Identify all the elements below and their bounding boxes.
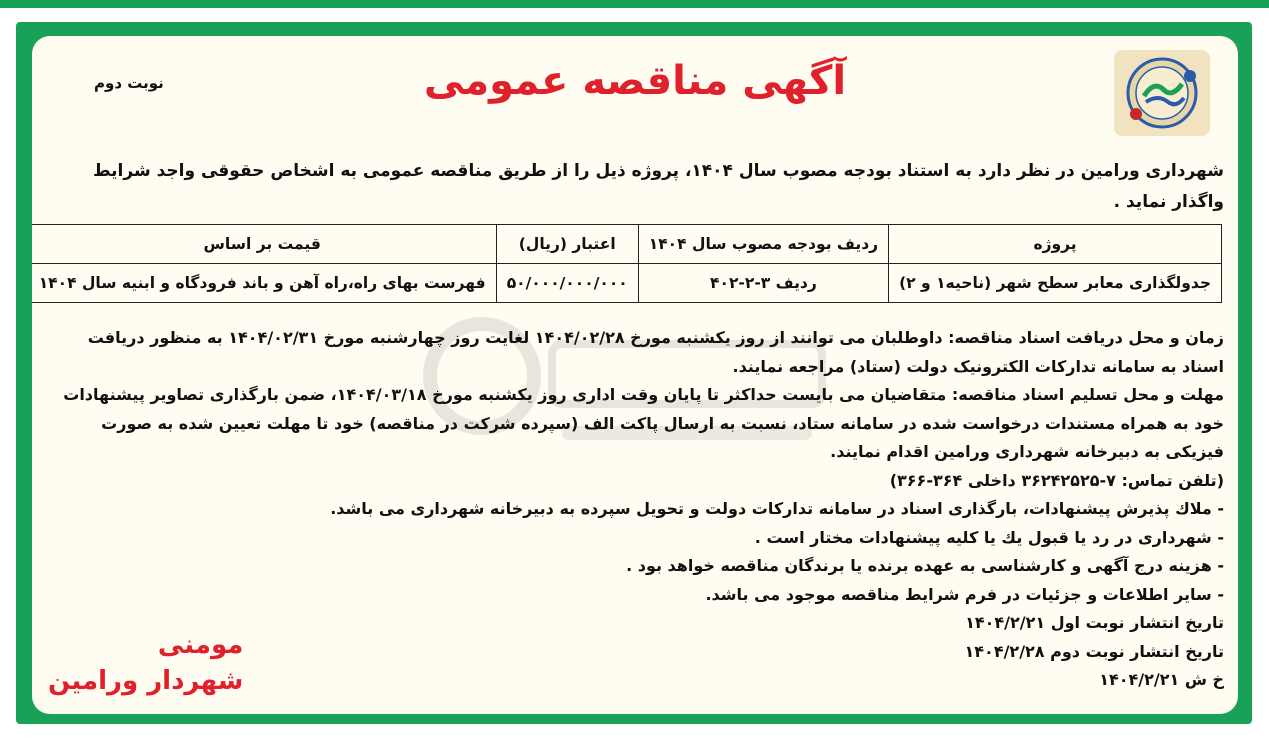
intro-paragraph [68, 156, 1224, 218]
body-line: - شهرداری در رد یا قبول یك یا کلیه پیشنهادات مختار است . [754, 527, 1224, 547]
header-price-basis: قیمت بر اساس [32, 225, 496, 264]
signatory-name: مومنی [157, 630, 244, 660]
cell-project: جدولگذاری معابر سطح شهر (ناحیه۱ و ۲) [889, 264, 1222, 303]
phone-line: (تلفن تماس: ۷-۳۶۲۴۲۵۲۵ داخلی ۳۶۴-۳۶۶) [889, 470, 1224, 490]
body-line: خود به همراه مستندات درخواست شده در سامانه ستاد، نسبت به ارسال پاکت الف (سپرده شرکت در مناقصه) خود تا مهلت تعیین شده به صورت [101, 413, 1224, 433]
header-project: پروژه [889, 225, 1222, 264]
round-label: نوبت دوم [94, 74, 164, 92]
cell-price-basis: فهرست بهای راه،راه آهن و باند فرودگاه و ابنیه سال ۱۴۰۴ [32, 264, 496, 303]
tender-table [32, 224, 1222, 303]
body-line: - ملاك پذیرش پیشنهادات، بارگذاری اسناد در سامانه تدارکات دولت و تحویل سپرده به دبیرخانه شهرداری می باشد. [330, 499, 1224, 518]
body-line: مهلت و محل تسلیم اسناد مناقصه: متقاضیان می بایست حداکثر تا پایان وقت اداری روز یکشنبه مورخ ۱۴۰۴/۰۳/۱۸، ضمن بارگذاری تصاویر پیشنهادات [63, 385, 1224, 404]
notice-sheet [32, 36, 1238, 714]
body-line: اسناد به سامانه تدارکات الکترونیک دولت (ستاد) مراجعه نمایند. [732, 356, 1224, 376]
header-budget-row: ردیف بودجه مصوب سال ۱۴۰۴ [638, 225, 888, 264]
signature-block [48, 628, 243, 700]
table-header-row [32, 225, 1222, 264]
publish-date-first: تاریخ انتشار نوبت اول ۱۴۰۴/۲/۲۱ [965, 613, 1224, 632]
body-line: - هزینه درج آگهی و کارشناسی به عهده برنده یا برندگان مناقصه خواهد بود . [626, 556, 1224, 575]
body-line: - سایر اطلاعات و جزئیات در فرم شرایط مناقصه موجود می باشد. [705, 584, 1224, 604]
body-line: فیزیکی به دبیرخانه شهرداری ورامین اقدام نمایند. [830, 442, 1224, 461]
cell-credit: ۵۰/۰۰۰/۰۰۰/۰۰۰ [496, 264, 638, 303]
page-title: آگهی مناقصه عمومی [423, 58, 847, 104]
signatory-role: شهردار ورامین [48, 666, 244, 696]
intro-line: واگذار نماید . [1113, 192, 1224, 212]
table-row [32, 264, 1222, 303]
top-green-strip [0, 0, 1269, 8]
reference-code: خ ش ۱۴۰۴/۲/۲۱ [1099, 670, 1224, 689]
body-line: زمان و محل دریافت اسناد مناقصه: داوطلبان می توانند از روز یکشنبه مورخ ۱۴۰۴/۰۲/۲۸ لغایت روز چهارشنبه مورخ ۱۴۰۴/۰۲/۳۱ به منظور دریافت [87, 328, 1224, 347]
publish-date-second: تاریخ انتشار نوبت دوم ۱۴۰۴/۲/۲۸ [964, 641, 1224, 661]
intro-line: شهرداری ورامین در نظر دارد به استناد بودجه مصوب سال ۱۴۰۴، پروژه ذیل را از طریق مناقصه عمومی به اشخاص حقوقی واجد شرایط [92, 161, 1224, 181]
header-credit: اعتبار (ریال) [496, 225, 638, 264]
cell-budget-row: ردیف ۳-۲-۴۰۲ [638, 264, 888, 303]
